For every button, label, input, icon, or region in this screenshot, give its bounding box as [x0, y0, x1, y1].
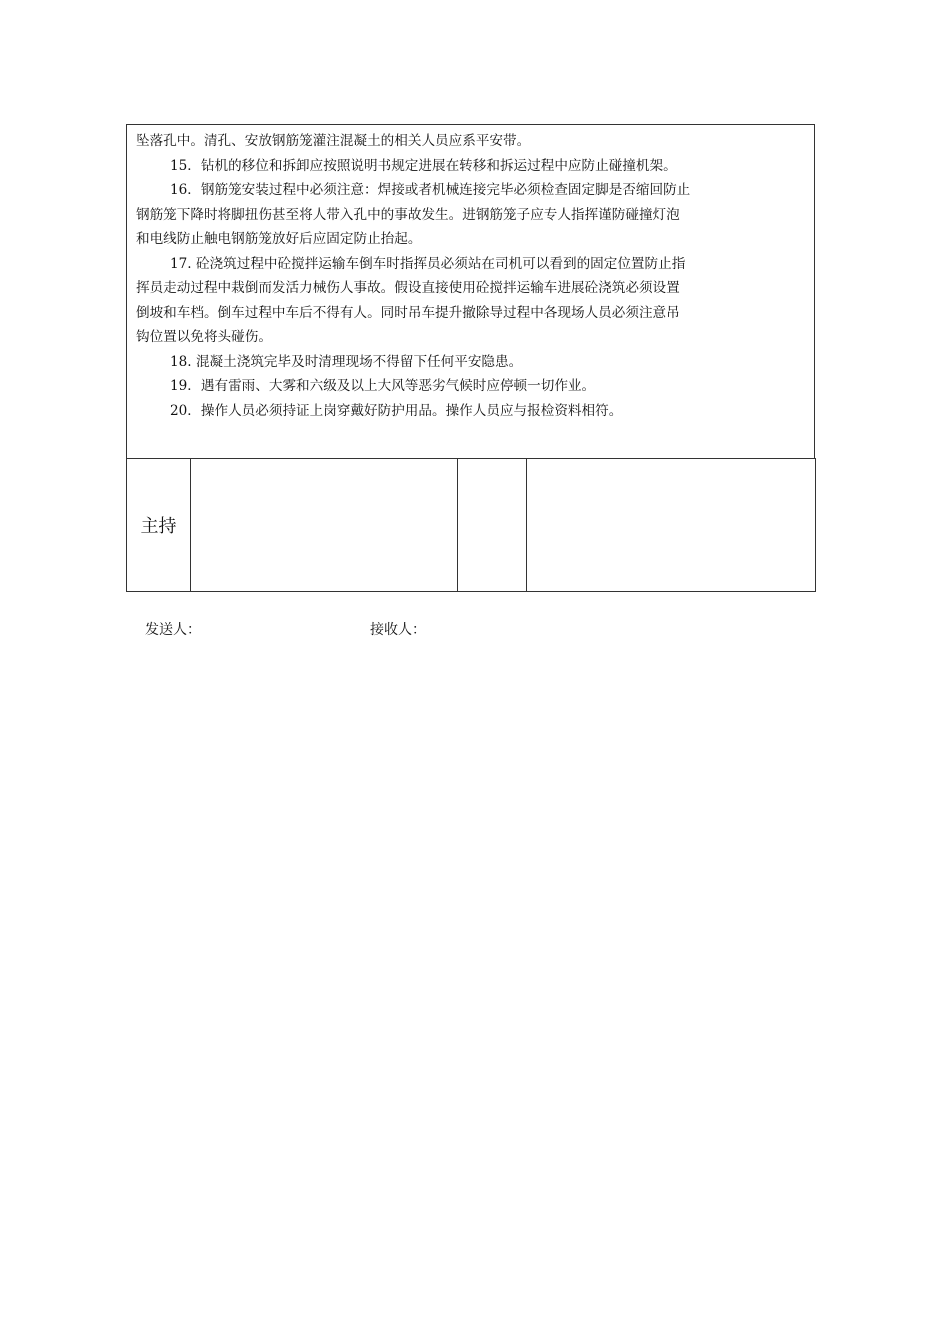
signature-table — [126, 458, 816, 592]
note-line-11: 19．遇有雷雨、大雾和六级及以上大风等恶劣气候时应停顿一切作业。 — [170, 378, 596, 394]
note-line-4: 钢筋笼下降时将脚扭伤甚至将人带入孔中的事故发生。进钢筋笼子应专人指挥谨防碰撞灯泡 — [136, 206, 680, 223]
note-line-8: 倒坡和车档。倒车过程中车后不得有人。同时吊车提升撤除导过程中各现场人员必须注意吊 — [136, 304, 680, 321]
receiver-label: 接收人： — [370, 622, 426, 638]
second-signature-cell — [527, 459, 816, 592]
note-line-3: 16．钢筋笼安装过程中必须注意：焊接或者机械连接完毕必须检查固定脚是否缩回防止 — [170, 182, 691, 198]
host-label: 主持 — [140, 516, 177, 537]
host-label-cell — [127, 459, 191, 592]
note-line-6: 17. 砼浇筑过程中砼搅拌运输车倒车时指挥员必须站在司机可以看到的固定位置防止指 — [170, 255, 686, 272]
signature-row — [127, 459, 816, 592]
note-line-7: 挥员走动过程中栽倒而发活力械伤人事故。假设直接使用砼搅拌运输车进展砼浇筑必须设置 — [136, 280, 680, 296]
note-line-9: 钩位置以免将头碰伤。 — [136, 329, 272, 345]
note-line-1: 坠落孔中。清孔、安放钢筋笼灌注混凝土的相关人员应系平安带。 — [136, 133, 531, 149]
safety-notes-box — [126, 124, 815, 459]
host-signature-cell — [191, 459, 458, 592]
note-line-5: 和电线防止触电钢筋笼放好后应固定防止抬起。 — [136, 231, 422, 247]
second-label-cell — [458, 459, 527, 592]
note-line-2: 15．钻机的移位和拆卸应按照说明书规定进展在转移和拆运过程中应防止碰撞机架。 — [170, 157, 677, 174]
sender-label: 发送人： — [145, 622, 201, 638]
note-line-12: 20．操作人员必须持证上岗穿戴好防护用品。操作人员应与报检资料相符。 — [170, 402, 623, 419]
note-line-10: 18. 混凝土浇筑完毕及时清理现场不得留下任何平安隐患。 — [170, 353, 523, 370]
